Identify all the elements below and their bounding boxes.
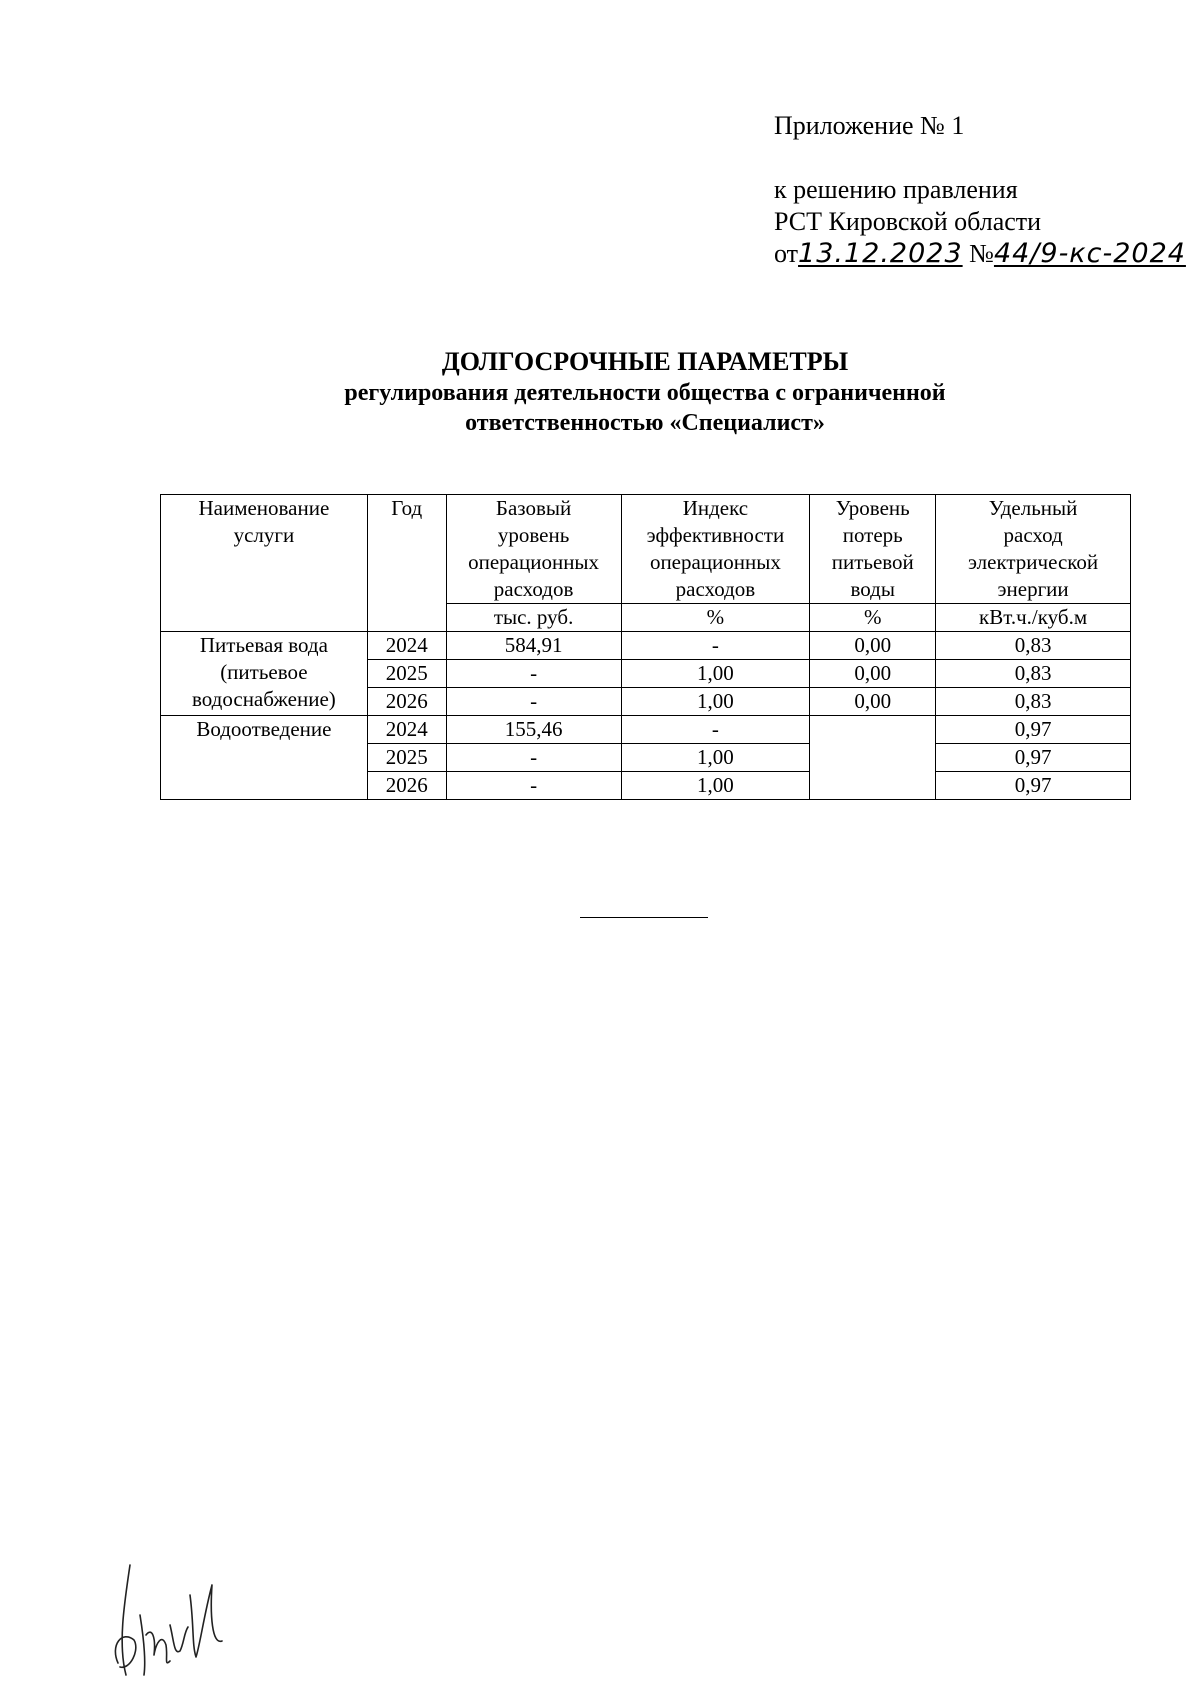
- annex-title: Приложение № 1: [774, 111, 965, 140]
- closing-rule: [580, 917, 708, 918]
- header-text: питьевой: [831, 550, 914, 574]
- cell-energy: 0,83: [936, 688, 1131, 716]
- document-title: ДОЛГОСРОЧНЫЕ ПАРАМЕТРЫ: [441, 347, 849, 376]
- header-text: Год: [391, 496, 423, 520]
- cell-energy: 0,83: [936, 632, 1131, 660]
- cell-year: 2025: [367, 744, 446, 772]
- cell-base-cost: -: [446, 660, 621, 688]
- header-text: услуги: [233, 523, 295, 547]
- annex-decision-line: к решению правления: [774, 175, 1018, 204]
- service-label: (питьевое: [220, 660, 308, 684]
- header-efficiency: [621, 495, 810, 604]
- cell-efficiency: 1,00: [621, 744, 810, 772]
- header-text: уровень: [497, 523, 570, 547]
- handwritten-date: 13.12.2023: [798, 238, 963, 269]
- annex-block: [774, 110, 1186, 270]
- cell-losses: 0,00: [810, 660, 936, 688]
- header-service: [161, 495, 368, 632]
- cell-year: 2026: [367, 688, 446, 716]
- handwritten-number: 44/9-кс-2024: [993, 238, 1186, 269]
- header-text: воды: [850, 577, 895, 601]
- header-base-cost: [446, 495, 621, 604]
- service-label: водоснабжение): [192, 687, 336, 711]
- header-text: расходов: [493, 577, 574, 601]
- unit-energy: кВт.ч./куб.м: [936, 604, 1131, 632]
- cell-base-cost: -: [446, 744, 621, 772]
- cell-energy: 0,97: [936, 772, 1131, 800]
- cell-year: 2025: [367, 660, 446, 688]
- header-row: [161, 495, 1131, 604]
- cell-efficiency: -: [621, 632, 810, 660]
- cell-energy: 0,83: [936, 660, 1131, 688]
- cell-efficiency: -: [621, 716, 810, 744]
- cell-base-cost: 584,91: [446, 632, 621, 660]
- annex-authority-line: РСТ Кировской области: [774, 207, 1042, 236]
- number-prefix: №: [969, 239, 994, 268]
- header-text: электрической: [968, 550, 1099, 574]
- document-heading: [0, 346, 1200, 438]
- service-drinking-water: [161, 632, 368, 716]
- annex-date-number-line: [774, 238, 1186, 270]
- header-text: эффективности: [646, 523, 785, 547]
- table-row: [161, 632, 1131, 660]
- unit-base-cost: тыс. руб.: [446, 604, 621, 632]
- service-label: Питьевая вода: [199, 633, 328, 657]
- table-row: [161, 716, 1131, 744]
- header-text: операционных: [649, 550, 781, 574]
- service-label: Водоотведение: [196, 717, 332, 741]
- cell-efficiency: 1,00: [621, 660, 810, 688]
- header-text: потерь: [842, 523, 903, 547]
- header-text: Базовый: [495, 496, 572, 520]
- unit-efficiency: %: [621, 604, 810, 632]
- header-text: расход: [1003, 523, 1063, 547]
- cell-losses: 0,00: [810, 632, 936, 660]
- unit-losses: %: [810, 604, 936, 632]
- document-subtitle-line-2: ответственностью «Специалист»: [465, 410, 825, 436]
- cell-base-cost: -: [446, 688, 621, 716]
- header-text: операционных: [468, 550, 600, 574]
- header-text: расходов: [675, 577, 756, 601]
- header-text: Уровень: [835, 496, 910, 520]
- date-prefix: от: [774, 239, 799, 268]
- cell-year: 2026: [367, 772, 446, 800]
- cell-base-cost: 155,46: [446, 716, 621, 744]
- service-wastewater: [161, 716, 368, 800]
- header-losses: [810, 495, 936, 604]
- header-text: энергии: [997, 577, 1069, 601]
- cell-year: 2024: [367, 716, 446, 744]
- cell-losses: 0,00: [810, 688, 936, 716]
- cell-year: 2024: [367, 632, 446, 660]
- header-text: Удельный: [988, 496, 1078, 520]
- cell-losses-empty: [810, 716, 936, 800]
- cell-efficiency: 1,00: [621, 688, 810, 716]
- header-text: Индекс: [682, 496, 749, 520]
- document-subtitle-line-1: регулирования деятельности общества с ограниченной: [344, 380, 946, 406]
- cell-base-cost: -: [446, 772, 621, 800]
- cell-efficiency: 1,00: [621, 772, 810, 800]
- header-year: [367, 495, 446, 632]
- cell-energy: 0,97: [936, 744, 1131, 772]
- cell-energy: 0,97: [936, 716, 1131, 744]
- header-text: Наименование: [198, 496, 330, 520]
- header-energy: [936, 495, 1131, 604]
- parameters-table: [160, 494, 1131, 800]
- handwritten-signature: [100, 1545, 230, 1680]
